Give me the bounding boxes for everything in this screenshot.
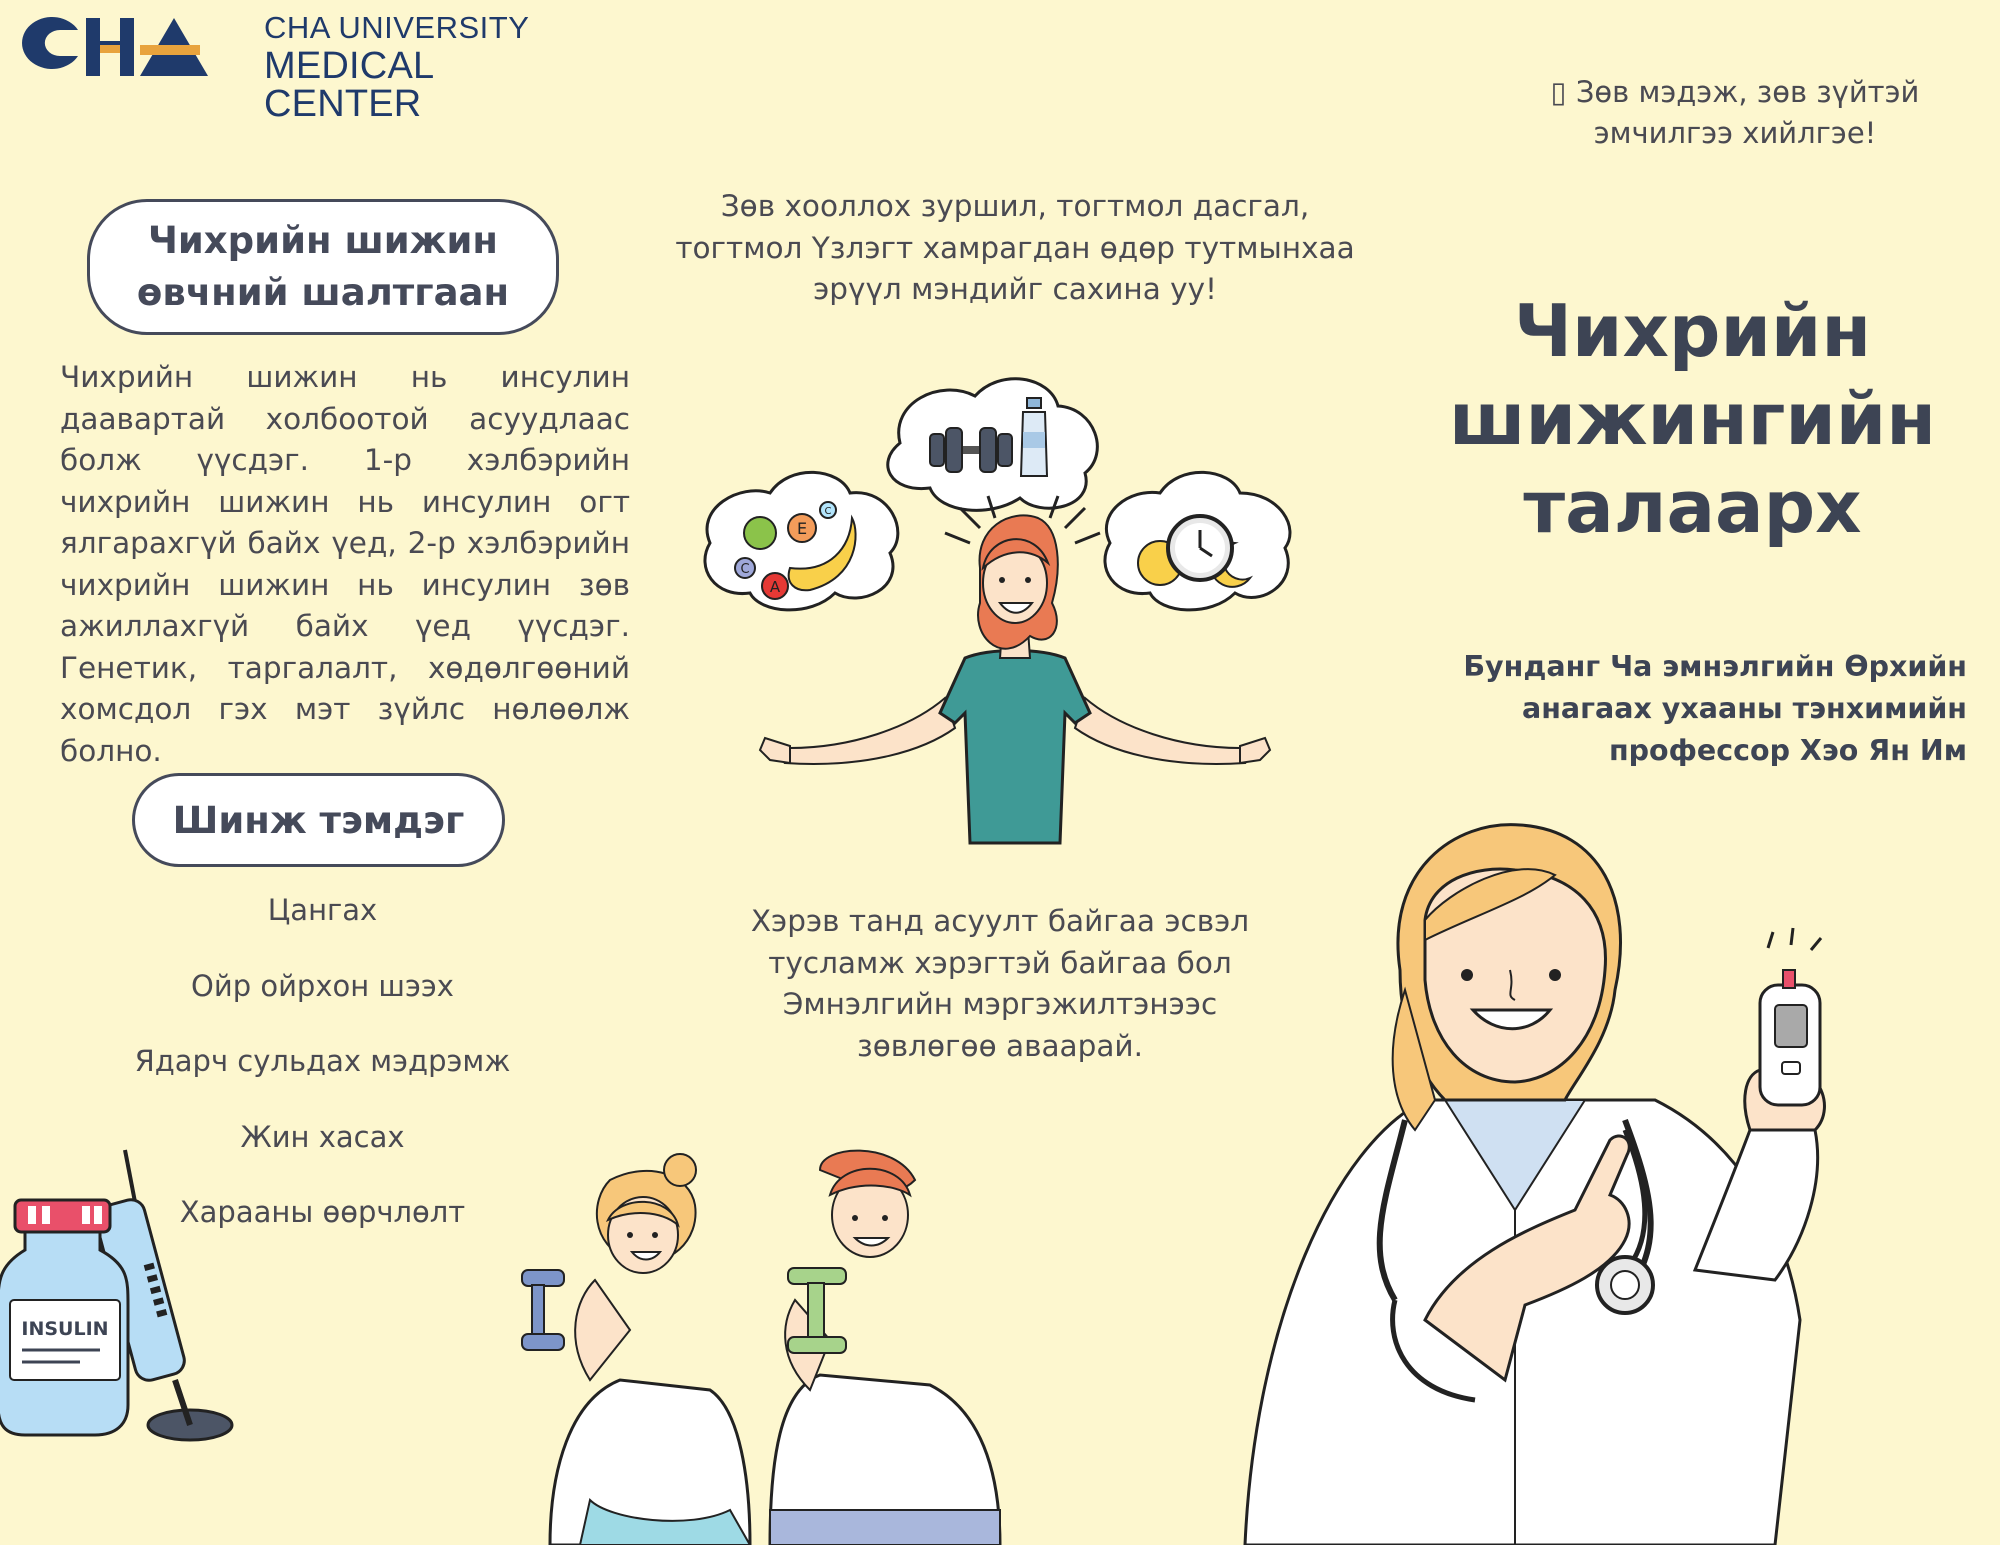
symptom-item: Харааны өөрчлөлт bbox=[179, 1195, 466, 1229]
man-exercising bbox=[770, 1151, 1000, 1545]
logo-line1: CHA UNIVERSITY bbox=[264, 10, 530, 45]
exercise-bubble bbox=[888, 379, 1098, 511]
sleep-bubble bbox=[1105, 472, 1290, 610]
slogan: ▯ Зөв мэдэж, зөв зүйтэй эмчилгээ хийлгэе! bbox=[1550, 75, 1920, 150]
symptom-item: Ядарч сульдах мэдрэмж bbox=[134, 1044, 511, 1078]
insulin-label: INSULIN bbox=[21, 1318, 109, 1340]
symptom-item: Ойр ойрхон шээх bbox=[191, 968, 454, 1003]
page-title: Чихрийн шижингийн талаарх bbox=[1448, 289, 1937, 549]
glucose-meter-icon bbox=[1760, 928, 1821, 1105]
symptoms-heading: Шинж тэмдэг bbox=[132, 773, 505, 867]
symptom-item: Цангах bbox=[267, 893, 378, 927]
vitamin-c2: C bbox=[824, 506, 832, 517]
vitamin-a: A bbox=[769, 578, 781, 596]
habits-text: Зөв хооллох зуршил, тогтмол дасгал, тогтмол Үзлэгт хамрагдан өдөр тутмынхаа эрүүл мэндийг сахина уу! bbox=[675, 189, 1355, 306]
cause-heading: Чихрийн шижин өвчний шалтгаан bbox=[87, 199, 559, 335]
cha-logo[interactable] bbox=[8, 10, 568, 125]
vitamin-e: E bbox=[796, 519, 808, 538]
nutrition-bubble bbox=[705, 472, 898, 610]
apple-icon bbox=[744, 517, 776, 549]
cause-body: Чихрийн шижин нь инсулин даавартай холбоотой асуудлаас болж үүсдэг. 1-р хэлбэрийн чихрийн шижин нь инсулин огт ялгарахгүй байх үед, 2-р хэлбэрийн чихрийн шижин нь инсулин зөв ажиллахгүй байх үед үүсдэг. Генетик, таргалалт, хөдөлгөөний хомсдол гэх мэт зүйлс нөлөөлж болно. bbox=[60, 360, 630, 768]
author-credit: Бунданг Ча эмнэлгийн Өрхийн анагаах ухааны тэнхимийн профессор Хэо Ян Им bbox=[1463, 650, 1967, 767]
doctor-figure bbox=[1245, 825, 1824, 1545]
doctor-illustration bbox=[1215, 800, 2000, 1545]
logo-line2: MEDICAL CENTER bbox=[264, 45, 433, 125]
advice-text: Хэрэв танд асуулт байгаа эсвэл тусламж хэрэгтэй байгаа бол Эмнэлгийн мэргэжилтэнээс зөвлөгөө аваарай. bbox=[750, 904, 1250, 1063]
exercise-illustration bbox=[510, 1140, 1030, 1545]
vitamin-c: C bbox=[740, 562, 750, 577]
clock-icon bbox=[1168, 516, 1232, 580]
insulin-illustration bbox=[0, 1140, 240, 1445]
woman-exercising bbox=[522, 1154, 750, 1545]
healthy-habits-illustration bbox=[690, 368, 1330, 848]
logo-mark bbox=[8, 10, 213, 76]
symptom-item: Жин хасах bbox=[240, 1119, 405, 1154]
